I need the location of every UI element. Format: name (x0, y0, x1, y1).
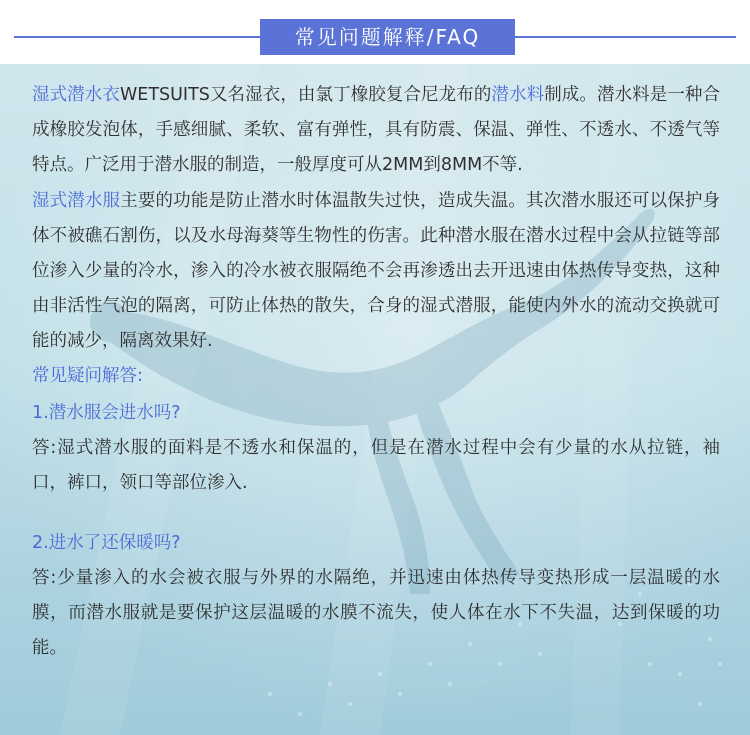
function-paragraph (32, 184, 720, 359)
faq-title-badge: 常见问题解释/FAQ (260, 19, 515, 55)
highlight-term: 湿式潜水衣 (32, 85, 120, 105)
faq-question-1: 1.潜水服会进水吗? (32, 403, 181, 423)
faq-answer-2: 答:少量渗入的水会被衣服与外界的水隔绝，并迅速由体热传导变热形成一层温暖的水膜，而潜水服就是要保护这层温暖的水膜不流失，使人体在水下不失温，达到保暖的功能。 (32, 568, 720, 658)
intro-paragraph (32, 78, 720, 183)
highlight-term: 湿式潜水服 (32, 191, 121, 211)
highlight-term: 潜水料 (491, 85, 545, 105)
faq-content (32, 78, 720, 666)
section-spacer (32, 501, 720, 524)
faq-question-2: 2.进水了还保暖吗? (32, 533, 181, 553)
paragraph-text: 主要的功能是防止潜水时体温散失过快，造成失温。其次潜水服还可以保护身体不被礁石割伤，以及水母海葵等生物性的伤害。此种潜水服在潜水过程中会从拉链等部位渗入少量的冷水，渗入的冷水被衣服隔绝不会再渗透出去开迅速由体热传导变热，这种由非活性气泡的隔离，可防止体热的散失，合身的湿式潜服，能使内外水的流动交换就可能的减少，隔离效果好. (32, 191, 721, 351)
paragraph-text: WETSUITS又名湿衣，由氯丁橡胶复合尼龙布的 (119, 85, 492, 105)
faq-heading: 常见疑问解答: (32, 366, 143, 386)
faq-answer-1: 答:湿式潜水服的面料是不透水和保温的，但是在潜水过程中会有少量的水从拉链，袖口，裤口，领口等部位渗入. (32, 438, 720, 493)
paragraph-text: 制成。潜水料是一种合成橡胶发泡体，手感细腻、柔软、富有弹性，具有防震、保温、弹性、不透水、不透气等特点。广泛用于潜水服的制造，一般厚度可从2MM到8MM不等. (32, 85, 721, 175)
faq-header (0, 0, 750, 64)
